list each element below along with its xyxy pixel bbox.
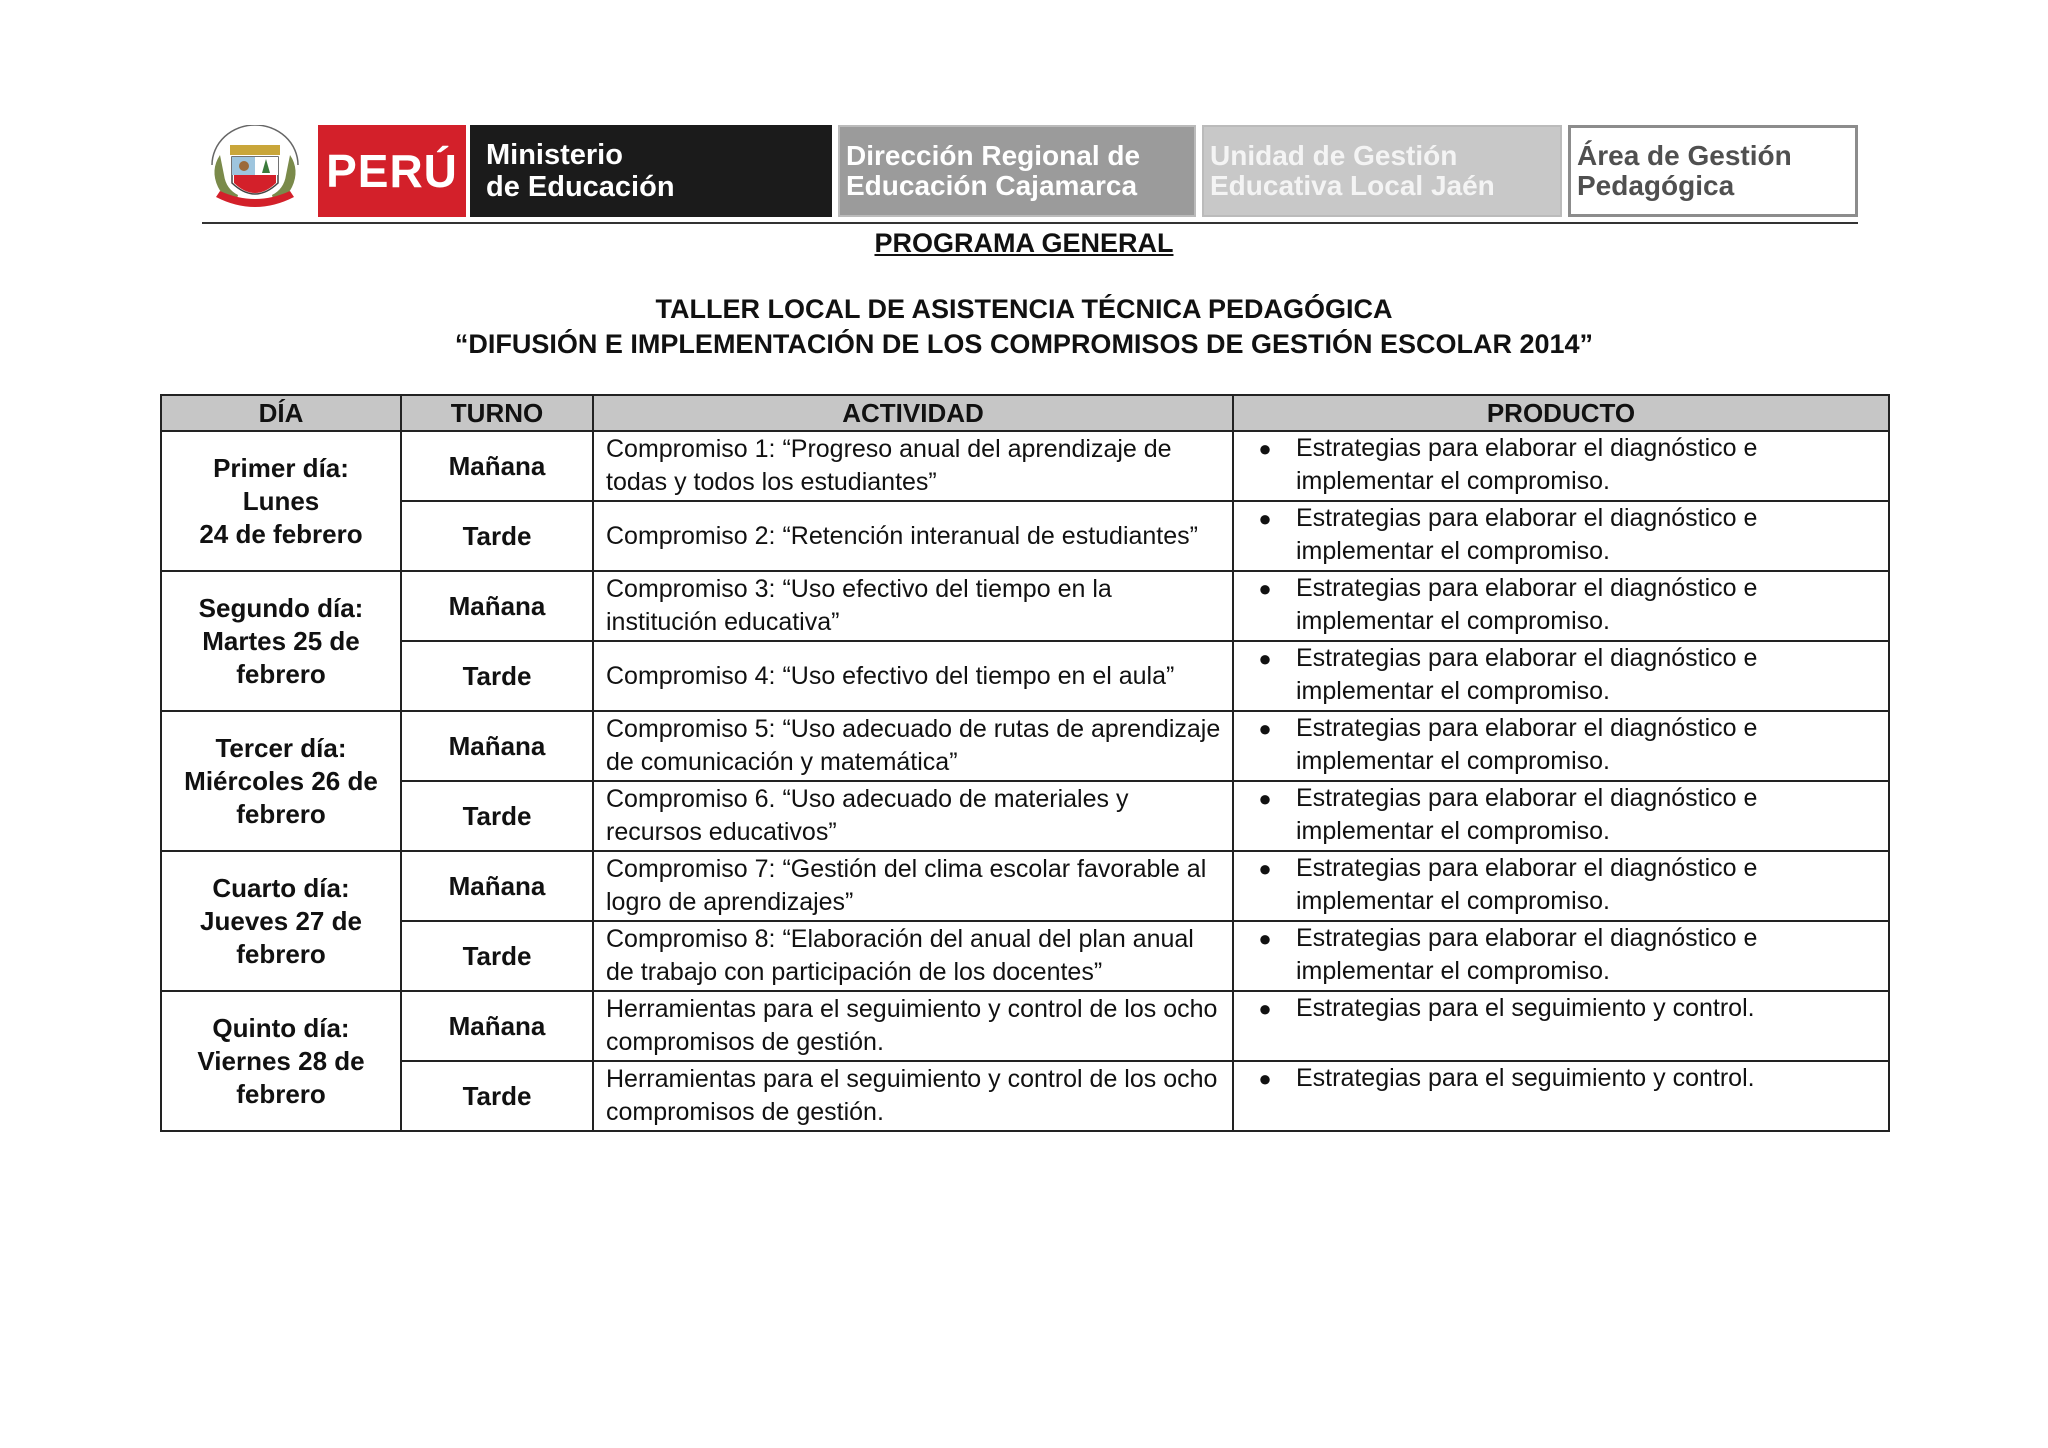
regional-directorate-logo (838, 125, 1196, 217)
bullet-icon: ● (1258, 786, 1272, 811)
bullet-icon: ● (1258, 646, 1272, 671)
table-row (161, 851, 1889, 921)
turn-cell: Tarde (401, 501, 593, 571)
day-label: Segundo día: (198, 592, 364, 623)
bullet-icon: ● (1258, 1066, 1272, 1091)
activity-cell: Compromiso 6. “Uso adecuado de materiales y recursos educativos” (593, 781, 1233, 851)
product-text: Estrategias para elaborar el diagnóstico e implementar el compromiso. (1296, 574, 1758, 635)
product-text: Estrategias para elaborar el diagnóstico e implementar el compromiso. (1296, 434, 1758, 495)
coat-of-arms-icon (200, 125, 310, 217)
activity-cell: Compromiso 1: “Progreso anual del aprendizaje de todas y todos los estudiantes” (593, 431, 1233, 501)
day-label: febrero (236, 938, 326, 969)
day-label: Tercer día: (215, 732, 347, 763)
activity-cell: Herramientas para el seguimiento y control de los ocho compromisos de gestión. (593, 1061, 1233, 1131)
dre-line-2: Educación Cajamarca (846, 170, 1138, 201)
product-text: Estrategias para elaborar el diagnóstico e implementar el compromiso. (1296, 644, 1758, 705)
table-row (161, 991, 1889, 1061)
day-label: febrero (236, 1078, 326, 1109)
turn-cell: Mañana (401, 571, 593, 641)
product-text: Estrategias para elaborar el diagnóstico e implementar el compromiso. (1296, 504, 1758, 565)
product-text: Estrategias para el seguimiento y control. (1296, 994, 1755, 1022)
activity-cell: Compromiso 7: “Gestión del clima escolar favorable al logro de aprendizajes” (593, 851, 1233, 921)
bullet-icon: ● (1258, 926, 1272, 951)
header-turn: TURNO (401, 395, 593, 431)
day-label: Martes 25 de (202, 625, 360, 656)
header-day: DÍA (161, 395, 401, 431)
product-cell (1233, 991, 1889, 1061)
program-table (160, 394, 1890, 1132)
peru-logo: PERÚ (318, 125, 466, 217)
product-text: Estrategias para elaborar el diagnóstico e implementar el compromiso. (1296, 784, 1758, 845)
day-label: Jueves 27 de (200, 905, 362, 936)
day-cell (161, 991, 401, 1131)
dre-line-1: Dirección Regional de (846, 140, 1141, 171)
table-row (161, 571, 1889, 641)
table-row (161, 431, 1889, 501)
turn-cell: Mañana (401, 991, 593, 1061)
product-text: Estrategias para elaborar el diagnóstico e implementar el compromiso. (1296, 714, 1758, 775)
product-cell (1233, 1061, 1889, 1131)
workshop-title: TALLER LOCAL DE ASISTENCIA TÉCNICA PEDAGÓGICA (655, 294, 1393, 324)
day-cell (161, 711, 401, 851)
product-cell (1233, 571, 1889, 641)
turn-cell: Tarde (401, 781, 593, 851)
product-text: Estrategias para elaborar el diagnóstico e implementar el compromiso. (1296, 924, 1758, 985)
ugel-logo (1202, 125, 1562, 217)
day-label: febrero (236, 798, 326, 829)
activity-cell: Compromiso 3: “Uso efectivo del tiempo en la institución educativa” (593, 571, 1233, 641)
table-row (161, 641, 1889, 711)
day-label: 24 de febrero (199, 518, 363, 549)
turn-cell: Tarde (401, 1061, 593, 1131)
program-title: PROGRAMA GENERAL (874, 228, 1174, 258)
day-label: febrero (236, 658, 326, 689)
day-label: Primer día: Lunes (213, 452, 349, 516)
product-cell (1233, 921, 1889, 991)
product-text: Estrategias para elaborar el diagnóstico e implementar el compromiso. (1296, 854, 1758, 915)
bullet-icon: ● (1258, 576, 1272, 601)
table-header-row (161, 395, 1889, 431)
ministry-line-1: Ministerio (486, 139, 623, 171)
product-cell (1233, 641, 1889, 711)
product-cell (1233, 711, 1889, 781)
table-row (161, 1061, 1889, 1131)
area-line-1: Área de Gestión (1577, 140, 1792, 171)
activity-cell: Herramientas para el seguimiento y control de los ocho compromisos de gestión. (593, 991, 1233, 1061)
turn-cell: Mañana (401, 431, 593, 501)
area-line-2: Pedagógica (1577, 170, 1735, 201)
table-row (161, 711, 1889, 781)
ugel-line-2: Educativa Local Jaén (1210, 170, 1495, 201)
day-cell (161, 571, 401, 711)
ministry-logo (470, 125, 832, 217)
activity-cell: Compromiso 8: “Elaboración del anual del plan anual de trabajo con participación de los docentes” (593, 921, 1233, 991)
area-logo (1568, 125, 1858, 217)
header-divider (202, 222, 1858, 224)
ugel-line-1: Unidad de Gestión (1210, 140, 1458, 171)
day-label: Miércoles 26 de (184, 765, 378, 796)
bullet-icon: ● (1258, 436, 1272, 461)
day-label: Quinto día: (212, 1012, 350, 1043)
turn-cell: Mañana (401, 711, 593, 781)
turn-cell: Tarde (401, 641, 593, 711)
activity-cell: Compromiso 5: “Uso adecuado de rutas de aprendizaje de comunicación y matemática” (593, 711, 1233, 781)
day-label: Viernes 28 de (197, 1045, 365, 1076)
product-text: Estrategias para el seguimiento y control. (1296, 1064, 1755, 1092)
bullet-icon: ● (1258, 856, 1272, 881)
day-label: Cuarto día: (212, 872, 350, 903)
workshop-subtitle: “DIFUSIÓN E IMPLEMENTACIÓN DE LOS COMPROMISOS DE GESTIÓN ESCOLAR 2014” (454, 329, 1594, 359)
table-row (161, 501, 1889, 571)
table-row (161, 781, 1889, 851)
header-banner (200, 125, 1858, 217)
product-cell (1233, 431, 1889, 501)
bullet-icon: ● (1258, 506, 1272, 531)
bullet-icon: ● (1258, 716, 1272, 741)
header-activity: ACTIVIDAD (593, 395, 1233, 431)
day-cell (161, 851, 401, 991)
header-product: PRODUCTO (1233, 395, 1889, 431)
turn-cell: Tarde (401, 921, 593, 991)
product-cell (1233, 781, 1889, 851)
activity-cell: Compromiso 4: “Uso efectivo del tiempo en el aula” (593, 641, 1233, 711)
ministry-line-2: de Educación (486, 171, 675, 203)
turn-cell: Mañana (401, 851, 593, 921)
day-cell (161, 431, 401, 571)
product-cell (1233, 501, 1889, 571)
table-row (161, 921, 1889, 991)
bullet-icon: ● (1258, 996, 1272, 1021)
product-cell (1233, 851, 1889, 921)
activity-cell: Compromiso 2: “Retención interanual de estudiantes” (593, 501, 1233, 571)
